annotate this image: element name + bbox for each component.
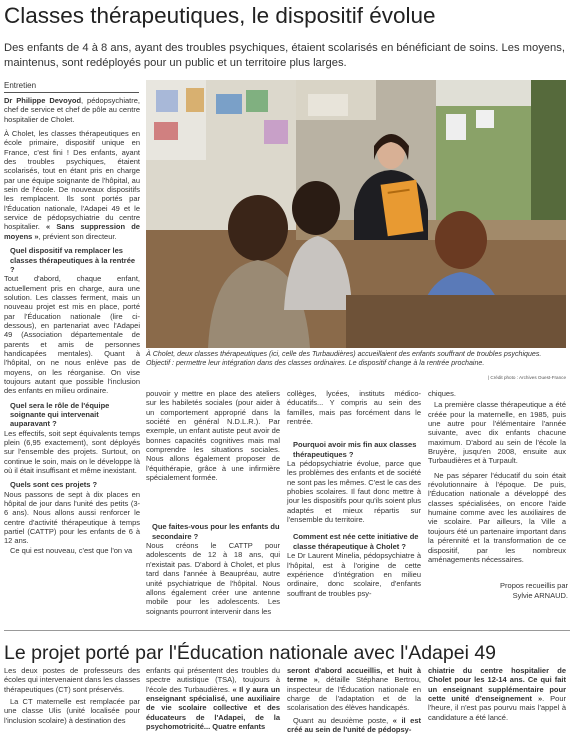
question-1: Quel dispositif va remplacer les classes thérapeutiques à la rentrée ?	[10, 246, 136, 274]
section-kicker: Entretien	[4, 81, 139, 93]
question-4: Que faites-vous pour les enfants du secondaire ?	[152, 522, 280, 541]
column-3-text: collèges, lycées, instituts médico-éducatifs... Y compris au sein des familles, mais pas forcément dans le rentrée.	[287, 389, 421, 427]
photo-credit: | Crédit photo : Archives Ouest-France	[487, 375, 566, 380]
intro-paragraph-end: , prévient son directeur.	[38, 231, 117, 241]
question-6: Comment est née cette initiative de classe thérapeutique à Cholet ?	[293, 532, 419, 551]
question-5: Pourquoi avoir mis fin aux classes thérapeutiques ?	[293, 440, 417, 459]
answer-6: Le Dr Laurent Minelia, pédopsychiatre à l'hôpital, est à l'origine de cette expérience d'intégration en milieu ordinaire, donc scolaire, d'enfants souffrant de troubles psy-	[287, 551, 421, 598]
section-2-column-4-quote: chiatrie du centre hospitalier de Cholet pour les 12-14 ans. Ce qui fait un enseignant supplémentaire pour cette unité d'enseignement »	[428, 666, 566, 704]
answer-2: Les effectifs, soit sept équivalents temps plein (6,95 exactement), sont déployés sur l'ensemble des projets. Surtout, on continue le soin, mais on le développe là où il était insuffisant et même inexistant.	[4, 428, 140, 476]
section-2-paragraph-1: Les deux postes de professeurs des écoles qui intervenaient dans les classes thérapeutiques (CT) sont préservés.	[4, 666, 140, 694]
section-2-column-2	[146, 666, 280, 731]
intro-paragraph: À Cholet, les classes thérapeutiques en école primaire, dispositif unique en France, c'est fini ! Des enfants, ayant des troubles psychiques, étaient scolarisés, tout en étant pris en charge par une équipe soignante de l'hôpital, au sein de l'école. De nouveaux dispositifs les remplacent. Ils sont portés par l'Éducation nationale, l'Adapei 49 et le service de pédopsychiatrie du centre hospitalier.	[4, 129, 140, 232]
answer-3-continued: Ce qui est nouveau, c'est que l'on va	[10, 545, 133, 555]
section-2-column-2-text: enfants qui présentent des troubles du spectre autistique (TSA), toujours à l'école des Turbaudières.	[146, 666, 280, 694]
interviewee-role: , pédopsychiatre, chef de service et chef de pôle au centre hospitalier de Cholet.	[4, 96, 140, 124]
column-4-text: chiques.	[428, 389, 456, 398]
answer-3: Nous passons de sept à dix places en hôpital de jour dans l'unité des petits (3-6 ans). Nous allons aussi renforcer le centre d'activité thérapeutique à temps partiel (CATTP) pour les enfants de 6 à 12 ans.	[4, 489, 140, 546]
section-2-column-3-quote-2: « il est créé au sein de l'unité de pédopsy-	[287, 715, 421, 735]
answer-5: La pédopsychiatrie évolue, parce que les problèmes des enfants et de société ne sont pas les mêmes. C'est le cas des phobies scolaires. Il faut donc mettre à jour les dispositifs pour qu'ils soient plus adaptés et mieux répartis sur l'ensemble du territoire.	[287, 459, 421, 525]
question-3: Quels sont ces projets ?	[10, 480, 98, 490]
article-headline: Classes thérapeutiques, le dispositif évolue	[4, 3, 436, 28]
question-2: Quel sera le rôle de l'équipe soignante qui intervenait auparavant ?	[10, 400, 110, 429]
column-2-text: pouvoir y mettre en place des ateliers sur les habiletés sociales (pour aider à un comportement approprié dans la société en général N.D.L.R.). Par exemple, un enfant autiste peut avoir de bonnes capacités cognitives mais mal comprendre les situations sociales. Nous allons également proposer de l'équithérapie, grâce à une infirmière spécialement formée.	[146, 389, 280, 483]
article-standfirst: Des enfants de 4 à 8 ans, ayant des troubles psychiques, étaient scolarisés en bénéficiant de soins. Les moyens, maintenus, sont redéployés pour un public et un territoire plus larges.	[4, 42, 565, 69]
section-2-column-3-text: , détaille Stéphane Bertrou, inspecteur de l'Éducation nationale en charge de l'adaptation et de la scolarisation des élèves handicapés.	[287, 675, 421, 713]
section-2-column-3	[287, 666, 421, 734]
classroom-photo-image	[146, 80, 566, 348]
section-2-column-1	[4, 666, 140, 725]
article-column-2	[146, 389, 280, 616]
answer-1: Tout d'abord, chaque enfant, actuellement pris en charge, aura une solution. Les classes ferment, mais un nouveau projet est mis en place, porté par l'Éducation nationale (lire ci-dessous), en partenariat avec l'Adapei 49 (Association départementale de parents et amis de personnes handicapées mentales). Quant à l'hôpital, on ne nous enlève pas de moyens, on les réorganise. On vise toujours autant que possible l'inclusion des enfants en milieu ordinaire.	[4, 274, 140, 396]
article-column-1	[4, 96, 140, 555]
section-divider	[4, 630, 570, 631]
interviewee-name: Dr Philippe Devoyod	[4, 96, 82, 105]
article-column-3	[287, 389, 421, 598]
section-2-paragraph-2: La CT maternelle est remplacée par une classe Ulis (unité localisée pour l'inclusion scolaire) à destination des	[4, 697, 140, 725]
section-2-column-3-quote: seront d'abord accueillis, et huit à terme »	[287, 666, 421, 685]
answer-4: Nous créons le CATTP pour adolescents de 12 à 18 ans, qui n'existait pas. D'abord à Cholet, et plus tard dans l'année à Beaupréau, autre unité psychiatrique de l'hôpital. Nous allons également créer une antenne mobile pour les adolescents. Les soignants pourront intervenir dans les	[146, 541, 280, 616]
section-2-column-2-quote: « Il y aura un enseignant spécialisé, une auxiliaire de vie scolaire collective et des éducateurs de l'Adapei, de la psychomotricité... Quatre enfants	[146, 684, 280, 732]
article-column-4	[428, 389, 566, 564]
author-signature	[428, 581, 568, 600]
section-2-column-4	[428, 666, 566, 722]
column-4-paragraph-1: La première classe thérapeutique a été créée pour la maternelle, en 1985, puis une autre pour l'élémentaire l'année suivante, avec dix enfants chacune maximum. D'abord au sein de l'école la Bruyère, jusqu'en 2008, ensuite aux Turbaudières et à Turpault.	[428, 400, 566, 466]
intro-quote: « Sans suppression de moyens »	[4, 222, 140, 241]
section-2-column-3-paragraph-2: Quant au deuxième poste,	[293, 715, 389, 725]
signature-author: Sylvie ARNAUD.	[512, 590, 568, 600]
signature-line-1: Propos recueillis par	[500, 581, 568, 590]
classroom-photo	[146, 80, 566, 348]
section-2-title: Le projet porté par l'Éducation nationale avec l'Adapei 49	[4, 642, 497, 664]
section-2-column-4-text: . Pour l'heure, il n'est pas pourvu mais l'appel à candidature a été lancé.	[428, 694, 566, 722]
column-4-paragraph-2: Ne pas séparer l'éducatif du soin était révolutionnaire à l'époque. De puis, l'Éducation nationale a développé des classes spécialisées, on encore l'aide humaine comme avec les auxiliaires de vie scolaire. Par ailleurs, la Ville a toujours été un partenaire important dans la pérennité et la transformation de ce dispositif, par les nombreux aménagements nécessaires.	[428, 470, 566, 564]
photo-caption: À Cholet, deux classes thérapeutiques (ici, celle des Turbaudières) accueillaient des enfants souffrant de troubles psychiques. Objectif : permettre leur intégration dans des classes ordinaires. Le dispositif change à la rentrée prochaine.	[146, 350, 542, 367]
